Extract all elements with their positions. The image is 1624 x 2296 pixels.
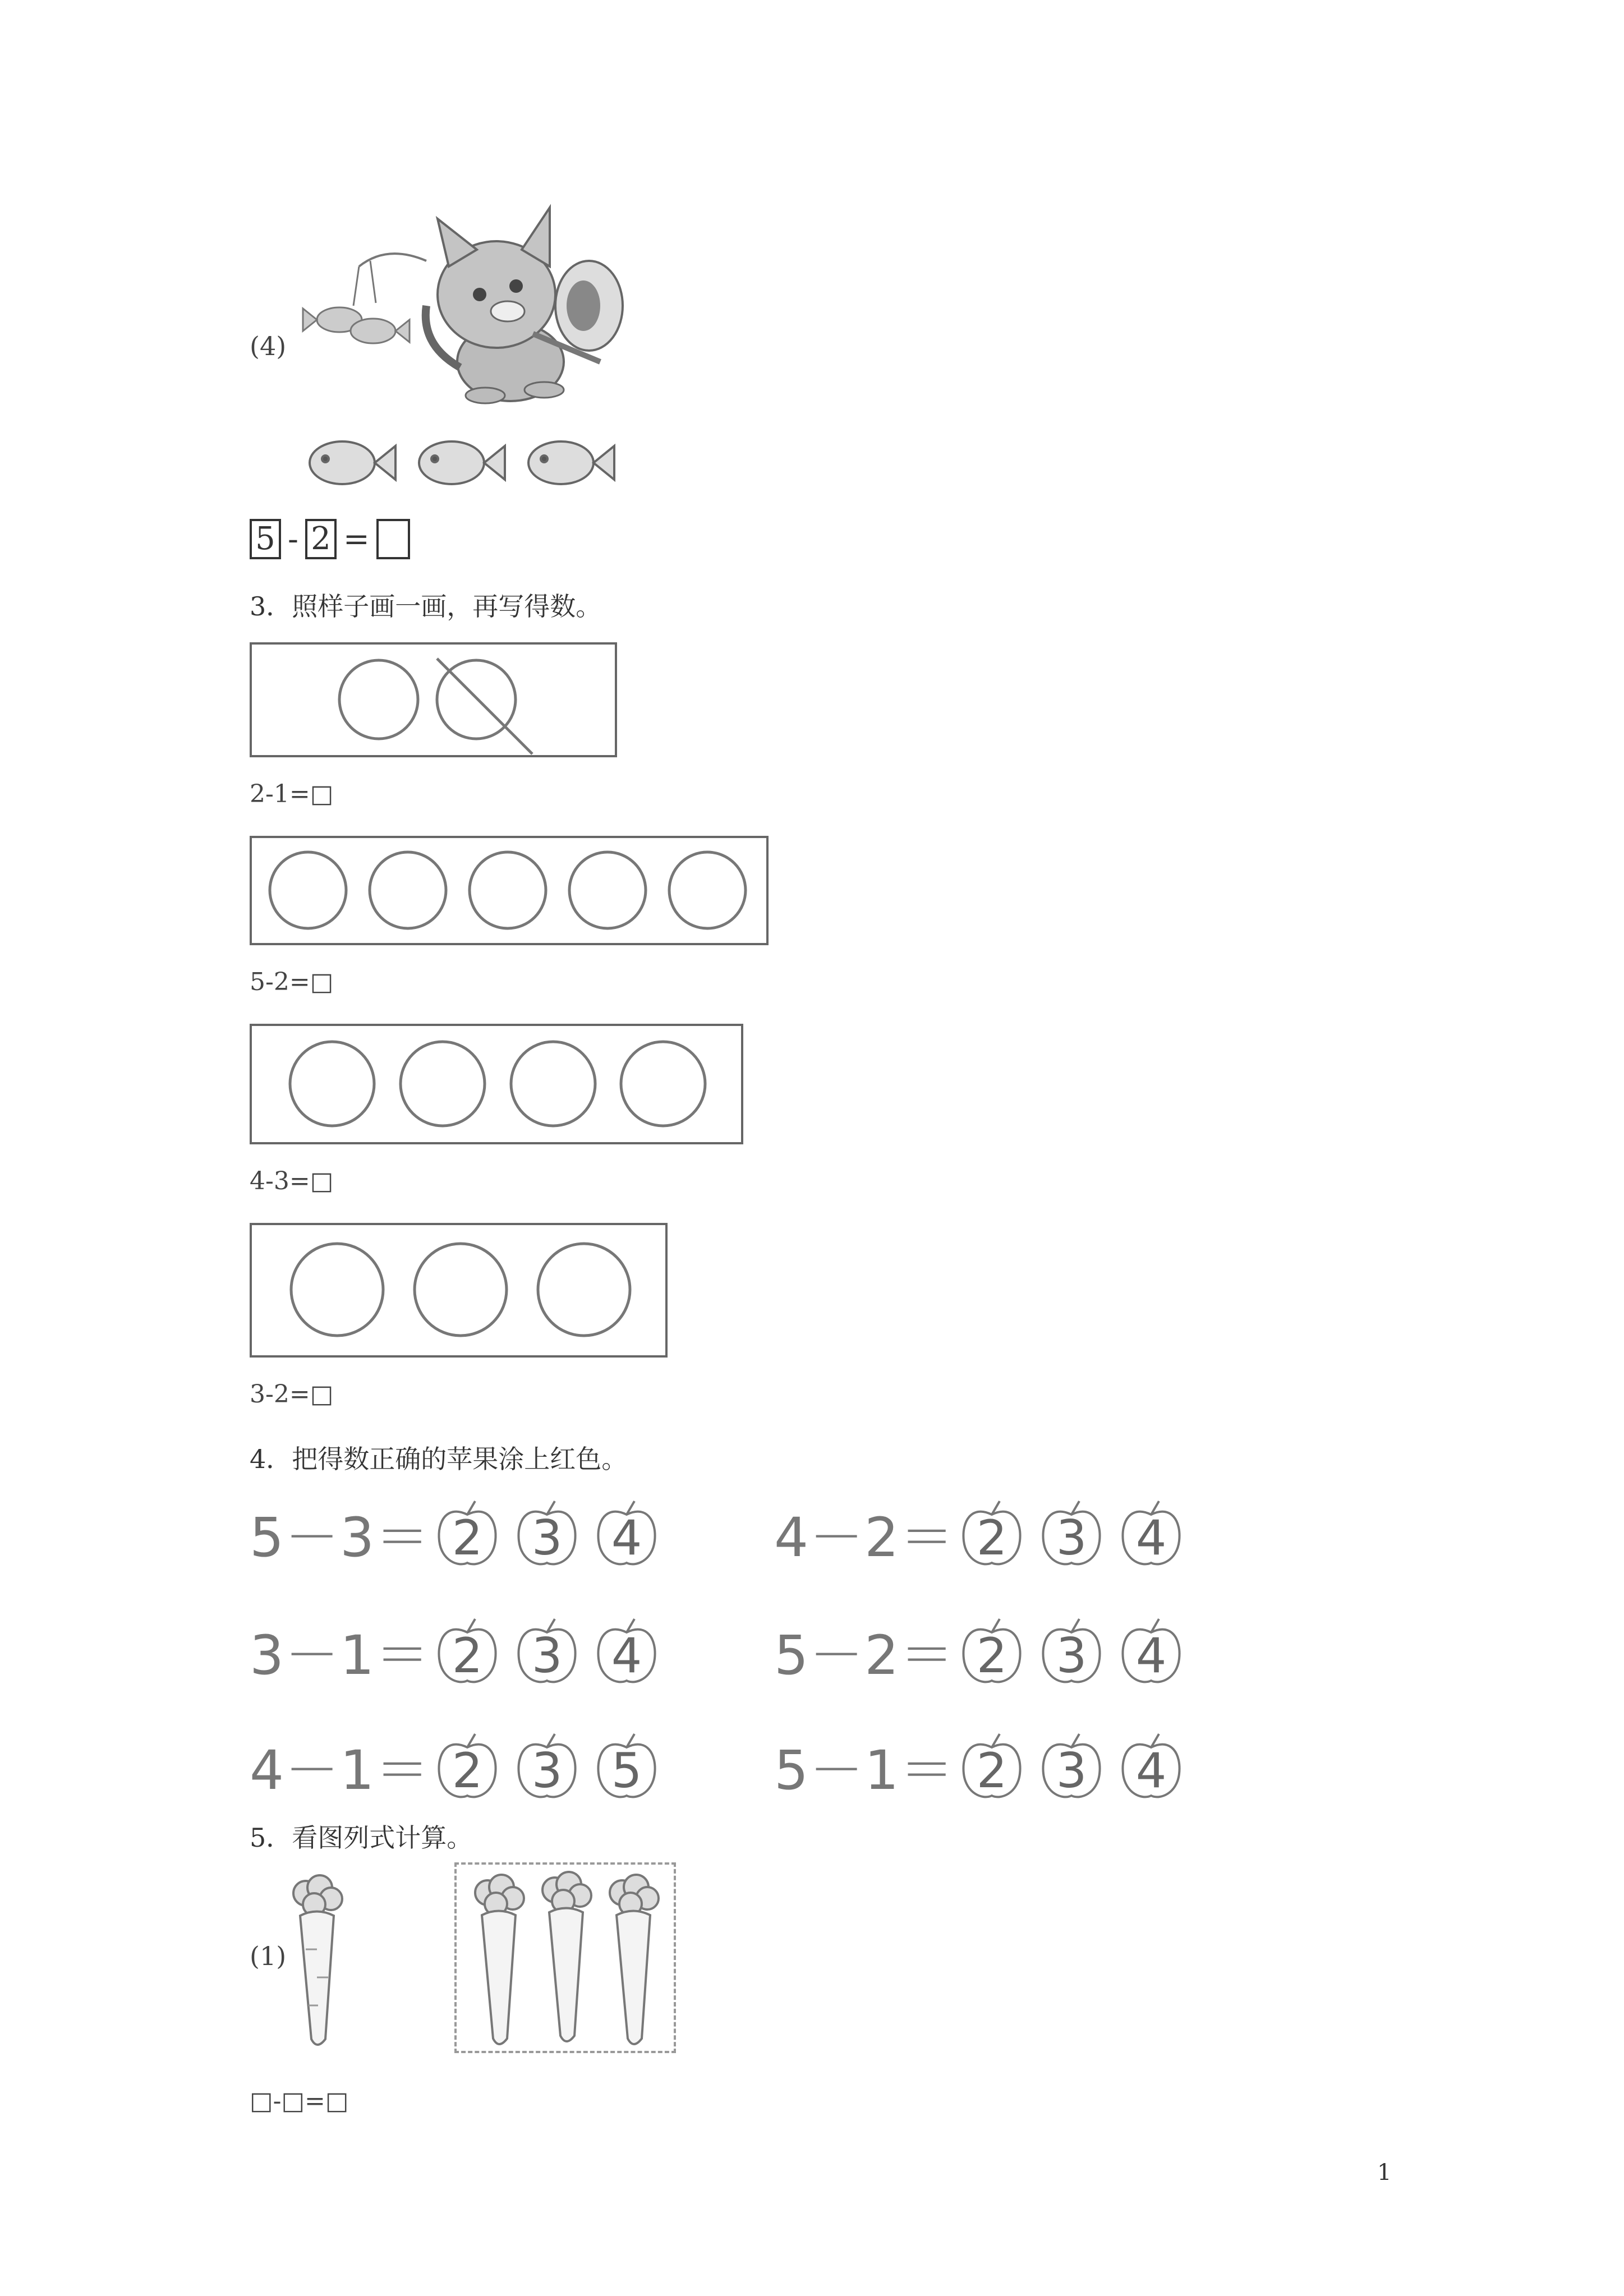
- apple-option[interactable]: 2: [436, 1499, 499, 1568]
- cat-fishing-illustration: [286, 194, 634, 407]
- page-number: 1: [1377, 2160, 1392, 2185]
- apple-option[interactable]: 3: [1040, 1732, 1103, 1801]
- apple-option[interactable]: 2: [436, 1732, 499, 1801]
- apple-option[interactable]: 3: [1040, 1617, 1103, 1686]
- q3-heading: 3．照样子画一画，再写得数。: [250, 591, 602, 622]
- q3-eq-1[interactable]: 2-1=□: [250, 780, 334, 808]
- q3-eq-3[interactable]: 4-3=□: [250, 1167, 334, 1195]
- q4-item-6: [774, 1728, 1199, 1805]
- carrot-group-dashed-box: [454, 1862, 676, 2053]
- q4-expr: 4－1＝: [250, 1739, 431, 1802]
- q4-expr: 5－2＝: [774, 1624, 955, 1687]
- apple-option[interactable]: 2: [960, 1617, 1023, 1686]
- apple-option[interactable]: 2: [960, 1499, 1023, 1568]
- q5-part-1-label: (1): [250, 1941, 287, 1971]
- q3-frame-1: [250, 642, 617, 757]
- apple-option[interactable]: 3: [1040, 1499, 1103, 1568]
- q4-item-3: [250, 1613, 675, 1690]
- apple-option[interactable]: 3: [516, 1732, 578, 1801]
- q4-item-4: [774, 1613, 1199, 1690]
- apple-option[interactable]: 2: [960, 1732, 1023, 1801]
- q4-expr: 3－1＝: [250, 1624, 431, 1687]
- q5-equation[interactable]: □-□=□: [250, 2087, 349, 2115]
- carrot-illustration: [283, 1871, 351, 2050]
- circle: [339, 660, 418, 739]
- q3-frame-3[interactable]: [250, 1024, 743, 1144]
- q4-expr: 5－3＝: [250, 1506, 431, 1569]
- cross-line: [437, 659, 532, 754]
- apple-option[interactable]: 3: [516, 1617, 578, 1686]
- equals-sign: =: [343, 521, 370, 558]
- q5-heading: 5．看图列式计算。: [250, 1823, 473, 1853]
- apple-option[interactable]: 5: [595, 1732, 658, 1801]
- q3-eq-4[interactable]: 3-2=□: [250, 1380, 334, 1409]
- apple-option[interactable]: 4: [1120, 1617, 1183, 1686]
- q3-frame-4[interactable]: [250, 1223, 668, 1358]
- q4-expr: 4－2＝: [774, 1506, 955, 1569]
- q4-expr: 5－1＝: [774, 1739, 955, 1802]
- q4-heading: 4．把得数正确的苹果涂上红色。: [250, 1444, 628, 1474]
- subtrahend-box: 2: [305, 519, 337, 559]
- q3-eq-2[interactable]: 5-2=□: [250, 968, 334, 996]
- apple-option[interactable]: 4: [1120, 1499, 1183, 1568]
- q3-frame-2[interactable]: [250, 836, 769, 945]
- q4-item-1: [250, 1495, 675, 1572]
- part-4-label: (4): [250, 331, 287, 361]
- apple-option[interactable]: 4: [595, 1499, 658, 1568]
- apple-option[interactable]: 4: [595, 1617, 658, 1686]
- minus-sign: -: [288, 521, 298, 558]
- apple-option[interactable]: 4: [1120, 1732, 1183, 1801]
- part-4-equation: [250, 519, 410, 559]
- apple-option[interactable]: 3: [516, 1499, 578, 1568]
- apple-option[interactable]: 2: [436, 1617, 499, 1686]
- q4-item-2: [774, 1495, 1199, 1572]
- q4-item-5: [250, 1728, 675, 1805]
- minuend-box: 5: [250, 519, 281, 559]
- three-fish-illustration: [303, 426, 628, 499]
- answer-box[interactable]: [376, 519, 410, 559]
